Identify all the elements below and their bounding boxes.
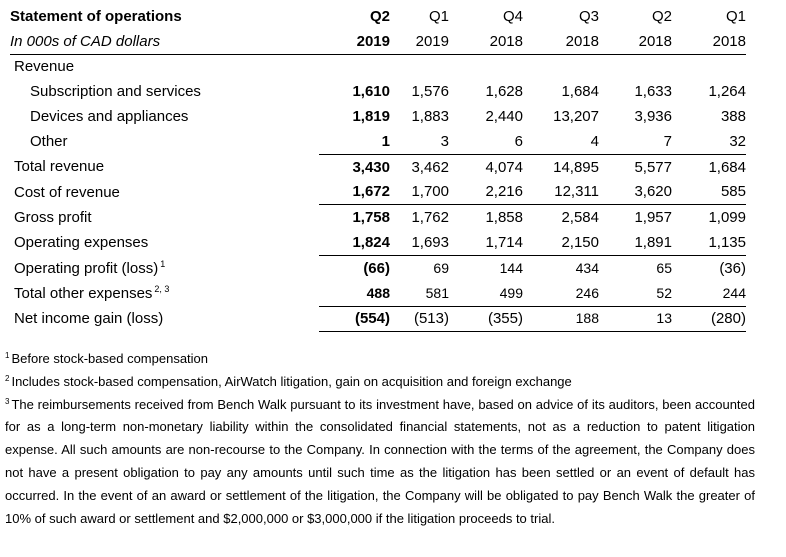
cell-value: 32 bbox=[672, 129, 746, 154]
cell-value: 4 bbox=[523, 129, 599, 154]
table-row bbox=[10, 129, 746, 154]
cell-value: (36) bbox=[719, 259, 746, 277]
cell-value: 581 bbox=[390, 281, 449, 306]
cell-value: (513) bbox=[390, 306, 449, 332]
cell-value: 6 bbox=[449, 129, 523, 154]
col-year-3: 2018 bbox=[449, 29, 523, 54]
table-row bbox=[10, 154, 746, 179]
cell-value: 144 bbox=[499, 259, 523, 276]
row-label bbox=[10, 255, 319, 280]
row-label: Subscription and services bbox=[30, 83, 201, 101]
footnote-mark: 2 bbox=[5, 373, 10, 383]
cell-value: 7 bbox=[599, 129, 672, 154]
cell-value: 1,824 bbox=[319, 230, 390, 255]
cell-value: (554) bbox=[319, 306, 390, 332]
cell-value: 1,758 bbox=[352, 209, 390, 227]
cell-value: (280) bbox=[672, 306, 746, 332]
row-label: Devices and appliances bbox=[30, 108, 189, 126]
header-row-year bbox=[10, 29, 746, 54]
cell-value: 69 bbox=[433, 259, 449, 276]
col-year-2: 2019 bbox=[390, 29, 449, 54]
footnote-mark: 1 bbox=[5, 351, 10, 360]
table-row bbox=[10, 306, 746, 332]
col-quarter-6: Q1 bbox=[725, 7, 746, 25]
cell-value: 1,762 bbox=[411, 209, 449, 227]
footnotes bbox=[5, 348, 755, 530]
cell-value: 1,576 bbox=[411, 83, 449, 101]
footnote-text: Includes stock-based compensation, AirWatch litigation, gain on acquisition and foreign exchange bbox=[11, 373, 572, 389]
cell-value: 246 bbox=[523, 281, 599, 306]
cell-value: 1,700 bbox=[390, 180, 449, 205]
cell-value: 5,577 bbox=[634, 158, 672, 176]
cell-value: 499 bbox=[449, 281, 523, 306]
row-label bbox=[10, 281, 319, 306]
cell-value: (355) bbox=[449, 306, 523, 332]
cell-value: (66) bbox=[363, 259, 390, 277]
cell-value: 1,858 bbox=[485, 209, 523, 227]
cell-value: 12,311 bbox=[523, 180, 599, 205]
cell-value: 488 bbox=[319, 281, 390, 306]
row-label: Cost of revenue bbox=[14, 183, 120, 201]
footnote-marker: 1 bbox=[160, 258, 166, 269]
cell-value: 52 bbox=[599, 281, 672, 306]
col-year-1: 2019 bbox=[319, 29, 390, 54]
row-label: Net income gain (loss) bbox=[14, 310, 164, 328]
col-quarter-4: Q3 bbox=[578, 7, 599, 25]
cell-value: 3,462 bbox=[411, 158, 449, 176]
cell-value: 1,891 bbox=[599, 230, 672, 255]
cell-value: 1,957 bbox=[634, 209, 672, 227]
cell-value: 1,628 bbox=[485, 83, 523, 101]
cell-value: 1,714 bbox=[449, 230, 523, 255]
footnote-text: The reimbursements received from Bench Walk pursuant to its investment have, based on advice of its auditors, been accounted for as a long-term non-monetary liability within the consolidated financial statements, not as a reduction to patent litigation expense. All such amounts are non-recourse to the Company. In connection with the terms of the agreement, the Company does not have a present obligation to pay any amounts until such time as the litigation has been settled or an event of default has occurred. In the event of an award or settlement of the litigation, the Company will be obligated to pay Bench Walk the greater of 10% of such award or settlement and $2,000,000 or $3,000,000 if the litigation proceeds to trial. bbox=[5, 396, 755, 526]
section-row-revenue bbox=[10, 54, 746, 79]
footnote-marker: 2, 3 bbox=[154, 283, 170, 294]
col-year-4: 2018 bbox=[523, 29, 599, 54]
table-subtitle: In 000s of CAD dollars bbox=[10, 29, 319, 54]
cell-value: 188 bbox=[523, 306, 599, 332]
row-label: Operating expenses bbox=[14, 234, 149, 252]
footnote-text: Before stock-based compensation bbox=[11, 351, 209, 366]
cell-value: 1,264 bbox=[708, 83, 746, 101]
table-row bbox=[10, 180, 746, 205]
cell-value: 2,150 bbox=[523, 230, 599, 255]
footnote-mark: 3 bbox=[5, 396, 10, 406]
cell-value: 1,684 bbox=[708, 158, 746, 176]
cell-value: 388 bbox=[720, 108, 746, 126]
table-row bbox=[10, 205, 746, 230]
footnote bbox=[5, 371, 755, 394]
footnote bbox=[5, 348, 755, 371]
col-quarter-1: Q2 bbox=[369, 7, 390, 25]
cell-value: 3,936 bbox=[634, 108, 672, 126]
row-label: Total revenue bbox=[14, 158, 105, 176]
cell-value: 244 bbox=[672, 281, 746, 306]
cell-value: 13,207 bbox=[553, 108, 599, 126]
cell-value: 585 bbox=[672, 180, 746, 205]
row-label-text: Operating profit (loss) bbox=[14, 259, 159, 277]
cell-value: 2,584 bbox=[561, 209, 599, 227]
cell-value: 1,633 bbox=[634, 83, 672, 101]
footnote bbox=[5, 394, 755, 531]
cell-value: 1,819 bbox=[352, 108, 390, 126]
cell-value: 1,135 bbox=[672, 230, 746, 255]
table-row bbox=[10, 79, 746, 104]
cell-value: 2,216 bbox=[449, 180, 523, 205]
table-row bbox=[10, 104, 746, 129]
col-quarter-3: Q4 bbox=[502, 7, 523, 25]
cell-value: 1,693 bbox=[390, 230, 449, 255]
section-label-revenue: Revenue bbox=[14, 58, 75, 76]
table-title: Statement of operations bbox=[10, 7, 182, 25]
row-label: Gross profit bbox=[14, 209, 92, 227]
row-label-text: Total other expenses bbox=[14, 284, 153, 302]
cell-value: 4,074 bbox=[485, 158, 523, 176]
col-year-5: 2018 bbox=[599, 29, 672, 54]
table-row bbox=[10, 255, 746, 280]
table-row bbox=[10, 230, 746, 255]
cell-value: 3,620 bbox=[599, 180, 672, 205]
cell-value: 1,099 bbox=[708, 209, 746, 227]
col-quarter-5: Q2 bbox=[651, 7, 672, 25]
cell-value: 1,672 bbox=[319, 180, 390, 205]
row-label: Other bbox=[30, 133, 68, 151]
statement-of-operations-table bbox=[10, 4, 746, 332]
cell-value: 434 bbox=[575, 259, 599, 276]
cell-value: 1,684 bbox=[561, 83, 599, 101]
cell-value: 13 bbox=[599, 306, 672, 332]
cell-value: 3,430 bbox=[352, 158, 390, 176]
cell-value: 1,883 bbox=[411, 108, 449, 126]
col-year-6: 2018 bbox=[672, 29, 746, 54]
cell-value: 1,610 bbox=[352, 83, 390, 101]
cell-value: 1 bbox=[319, 129, 390, 154]
cell-value: 14,895 bbox=[553, 158, 599, 176]
table-row bbox=[10, 281, 746, 306]
cell-value: 3 bbox=[390, 129, 449, 154]
header-row-quarter bbox=[10, 4, 746, 29]
cell-value: 2,440 bbox=[485, 108, 523, 126]
cell-value: 65 bbox=[656, 259, 672, 276]
col-quarter-2: Q1 bbox=[428, 7, 449, 25]
